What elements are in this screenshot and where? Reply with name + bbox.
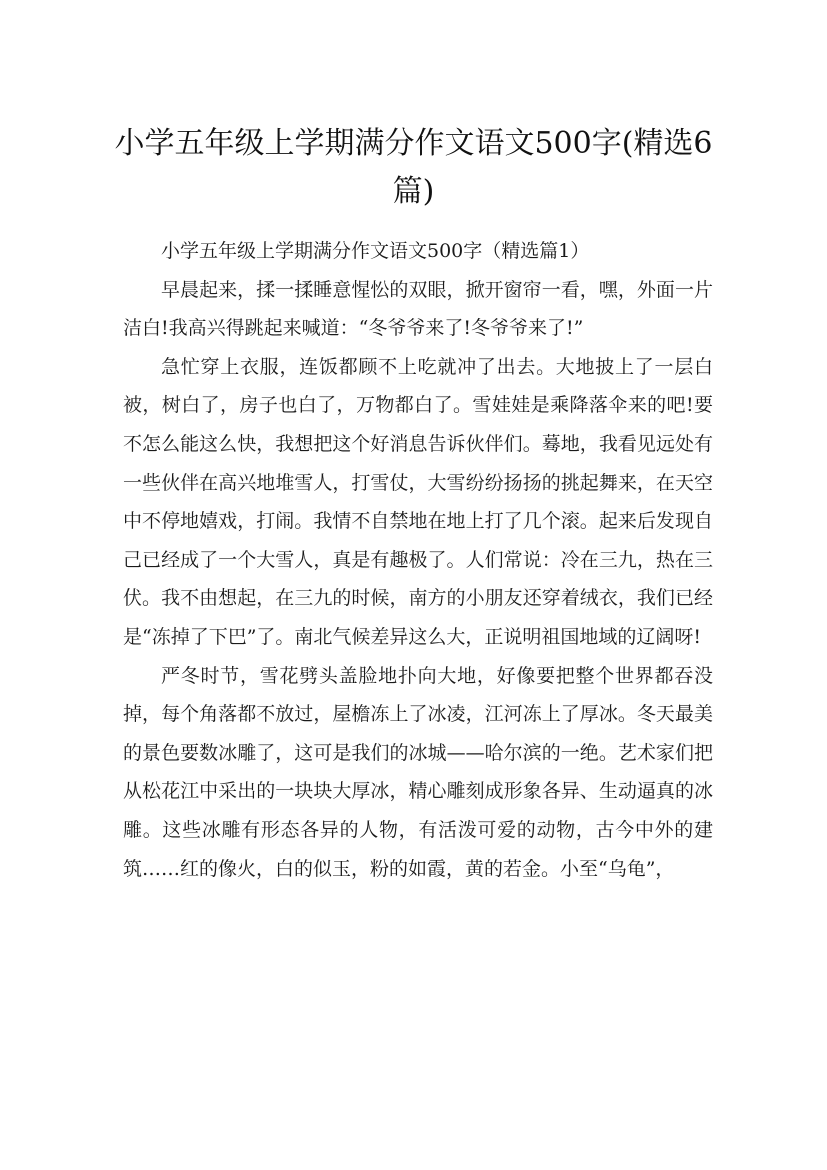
paragraph-2: 急忙穿上衣服，连饭都顾不上吃就冲了出去。大地披上了一层白被，树白了，房子也白了，万物都白了。雪娃娃是乘降落伞来的吧!要不怎么能这么快，我想把这个好消息告诉伙伴们。蓦地，我看见远处有一些伙伴在高兴地堆雪人，打雪仗，大雪纷纷扬扬的挑起舞来，在天空中不停地嬉戏，打闹。我情不自禁地在地上打了几个滚。起来后发现自己已经成了一个大雪人，真是有趣极了。人们常说：冷在三九，热在三伏。我不由想起，在三九的时候，南方的小朋友还穿着绒衣，我们已经是“冻掉了下巴”了。南北气候差异这么大，正说明祖国地域的辽阔呀!: [123, 355, 713, 648]
paragraph-1: 早晨起来，揉一揉睡意惺忪的双眼，掀开窗帘一看，嘿，外面一片洁白!我高兴得跳起来喊道：“冬爷爷来了!冬爷爷来了!”: [123, 278, 713, 340]
document-title: 小学五年级上学期满分作文语文500字(精选6篇): [114, 126, 713, 210]
document-body: [123, 232, 713, 888]
paragraph-3: 严冬时节，雪花劈头盖脸地扑向大地，好像要把整个世界都吞没掉，每个角落都不放过，屋檐冻上了冰凌，江河冻上了厚冰。冬天最美的景色要数冰雕了，这可是我们的冰城——哈尔滨的一绝。艺术家们把从松花江中采出的一块块大厚冰，精心雕刻成形象各异、生动逼真的冰雕。这些冰雕有形态各异的人物，有活泼可爱的动物，古今中外的建筑……红的像火，白的似玉，粉的如霞，黄的若金。小至“乌龟”，: [123, 664, 713, 880]
section-heading: 小学五年级上学期满分作文语文500字（精选篇1）: [161, 240, 590, 262]
